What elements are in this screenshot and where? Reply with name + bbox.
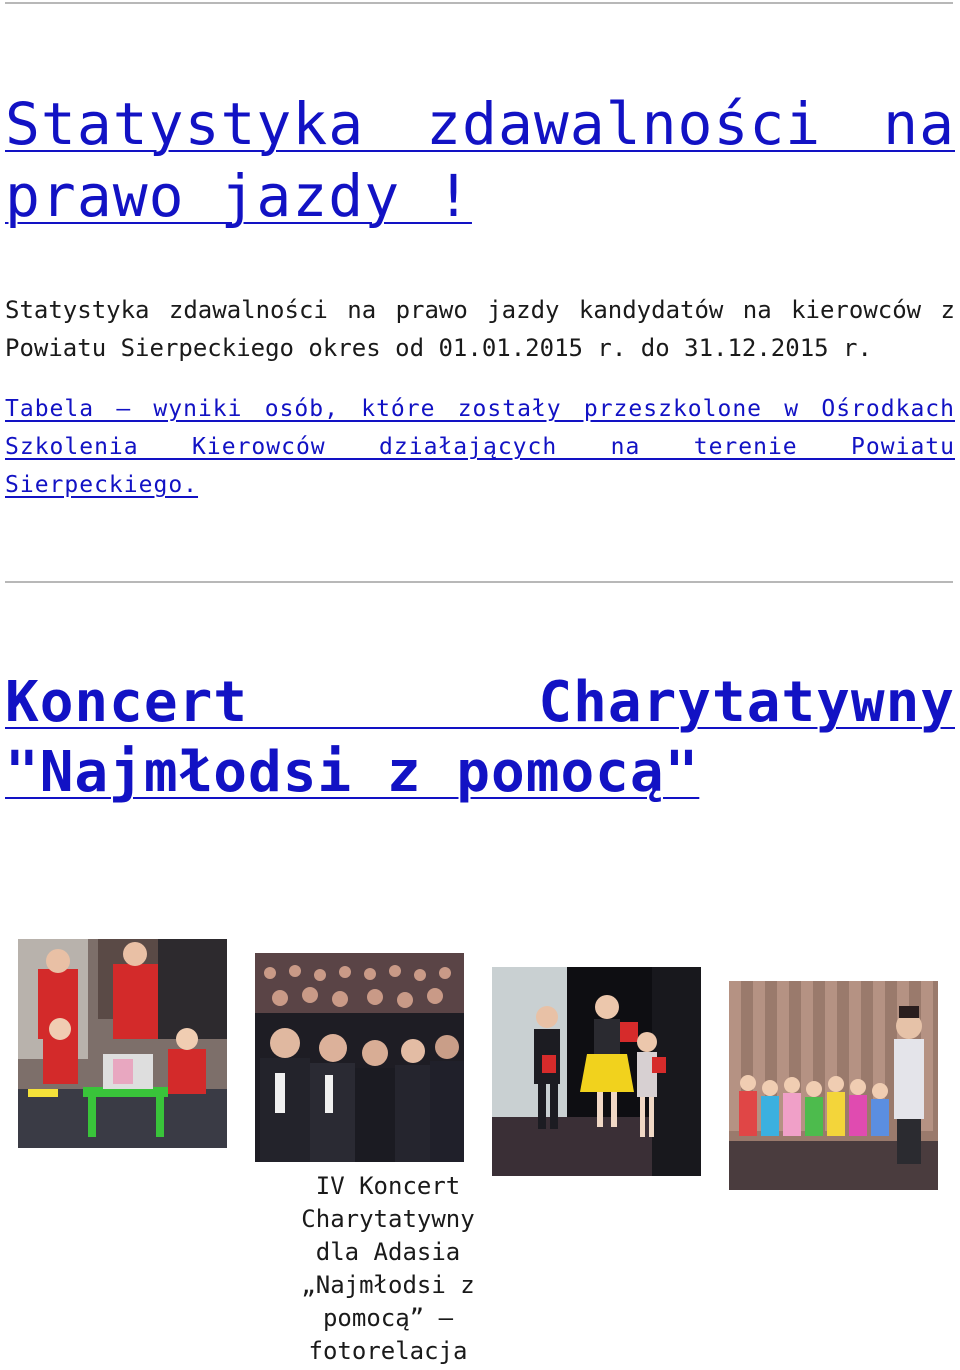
children-on-stage-photo-icon — [492, 967, 701, 1176]
results-table-paragraph — [5, 390, 955, 504]
gallery-photo-stage[interactable] — [492, 967, 701, 1176]
article-title-concert-link[interactable]: Koncert Charytatywny "Najmłodsi z pomocą" — [5, 670, 955, 805]
article-title-statistics — [5, 88, 955, 232]
article-divider — [5, 581, 953, 583]
gallery-photo-charity-stand[interactable] — [18, 939, 227, 1148]
article-title-concert — [5, 668, 955, 808]
children-charity-stand-photo-icon — [18, 939, 227, 1148]
preschool-children-group-photo-icon — [729, 981, 938, 1190]
gallery-photo-audience[interactable] — [255, 953, 464, 1162]
concert-audience-photo-icon — [255, 953, 464, 1162]
results-table-link[interactable]: Tabela – wyniki osób, które zostały przeszkolone w Ośrodkach Szkolenia Kierowców działających na terenie Powiatu Sierpeckiego. — [5, 396, 955, 498]
article-intro-text: Statystyka zdawalności na prawo jazdy kandydatów na kierowców z Powiatu Sierpeckiego okres od 01.01.2015 r. do 31.12.2015 r. — [5, 296, 955, 362]
gallery-caption: IV Koncert Charytatywny dla Adasia „Najmłodsi z pomocą” – fotorelacja — [301, 1172, 475, 1365]
gallery-photo-preschool[interactable] — [729, 981, 938, 1190]
top-divider — [5, 2, 953, 4]
article-title-statistics-link[interactable]: Statystyka zdawalności na prawo jazdy ! — [5, 90, 955, 230]
